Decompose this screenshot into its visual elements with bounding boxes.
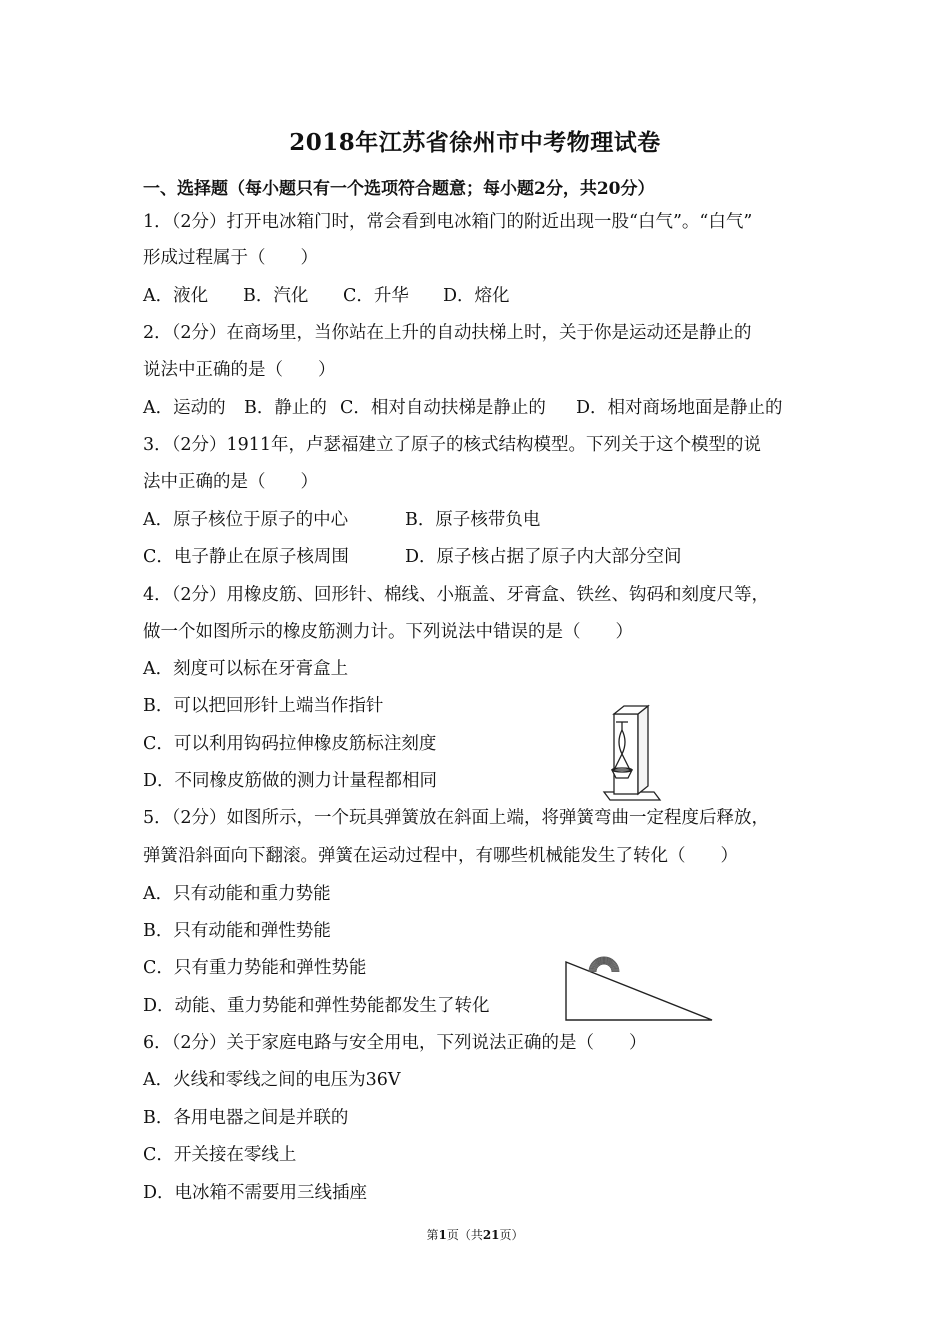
footer-total-pages: 21 — [482, 1228, 500, 1242]
question-5-option-a: A．只有动能和重力势能 — [143, 884, 331, 904]
rubber-band-dynamometer-figure — [598, 700, 664, 804]
section-heading: 一、选择题（每小题只有一个选项符合题意；每小题2分，共20分） — [143, 179, 655, 199]
option-a: A．原子核位于原子的中心 — [143, 510, 349, 530]
question-3-options-row-1 — [143, 508, 540, 532]
footer-mid: 页（共 — [446, 1228, 483, 1242]
question-3-options-row-2 — [143, 545, 682, 569]
option-d: D．熔化 — [443, 286, 510, 306]
question-5-line-2: 弹簧沿斜面向下翻滚。弹簧在运动过程中，有哪些机械能发生了转化（ ） — [143, 846, 738, 866]
question-4-line-2: 做一个如图所示的橡皮筋测力计。下列说法中错误的是（ ） — [143, 622, 633, 642]
option-d: D．原子核占据了原子内大部分空间 — [405, 547, 682, 567]
question-2-options — [143, 396, 783, 420]
question-6-option-b: B．各用电器之间是并联的 — [143, 1108, 349, 1128]
question-4-line-1: 4．（2分）用橡皮筋、回形针、棉线、小瓶盖、牙膏盒、铁丝、钩码和刻度尺等， — [143, 585, 770, 605]
question-4-option-a: A．刻度可以标在牙膏盒上 — [143, 659, 349, 679]
option-b: B．汽化 — [243, 286, 309, 306]
footer-suffix: 页） — [499, 1228, 524, 1242]
option-b: B．原子核带负电 — [405, 510, 541, 530]
option-c: C．电子静止在原子核周围 — [143, 547, 349, 567]
question-6-option-c: C．开关接在零线上 — [143, 1145, 297, 1165]
question-1-line-2: 形成过程属于（ ） — [143, 248, 318, 268]
question-6-option-d: D．电冰箱不需要用三线插座 — [143, 1183, 368, 1203]
question-5-line-1: 5．（2分）如图所示，一个玩具弹簧放在斜面上端，将弹簧弯曲一定程度后释放， — [143, 808, 770, 828]
option-b: B．静止的 — [244, 398, 327, 418]
question-5-option-c: C．只有重力势能和弹性势能 — [143, 958, 367, 978]
question-2-line-1: 2．（2分）在商场里，当你站在上升的自动扶梯上时，关于你是运动还是静止的 — [143, 323, 752, 343]
question-3-line-1: 3．（2分）1911年，卢瑟福建立了原子的核式结构模型。下列关于这个模型的说 — [143, 435, 762, 455]
option-a: A．液化 — [143, 286, 209, 306]
question-4-option-c: C．可以利用钩码拉伸橡皮筋标注刻度 — [143, 734, 437, 754]
question-5-option-b: B．只有动能和弹性势能 — [143, 921, 331, 941]
page-title: 2018年江苏省徐州市中考物理试卷 — [289, 129, 661, 156]
question-4-option-d: D．不同橡皮筋做的测力计量程都相同 — [143, 771, 438, 791]
question-4-option-b: B．可以把回形针上端当作指针 — [143, 696, 384, 716]
question-6-line-1: 6．（2分）关于家庭电路与安全用电，下列说法正确的是（ ） — [143, 1033, 647, 1053]
option-c: C．升华 — [343, 286, 409, 306]
page-footer — [0, 1226, 950, 1243]
question-1-line-1: 1．（2分）打开电冰箱门时，常会看到电冰箱门的附近出现一股“白气”。“白气” — [143, 212, 753, 232]
question-3-line-2: 法中正确的是（ ） — [143, 472, 318, 492]
footer-page-number: 1 — [438, 1228, 447, 1242]
question-5-option-d: D．动能、重力势能和弹性势能都发生了转化 — [143, 996, 490, 1016]
option-c: C．相对自动扶梯是静止的 — [340, 398, 546, 418]
option-d: D．相对商场地面是静止的 — [576, 398, 783, 418]
spring-on-incline-figure — [556, 944, 716, 1024]
question-2-line-2: 说法中正确的是（ ） — [143, 360, 336, 380]
question-1-options — [143, 284, 510, 308]
option-a: A．运动的 — [143, 398, 226, 418]
question-6-option-a: A．火线和零线之间的电压为36V — [143, 1070, 401, 1090]
footer-prefix: 第 — [426, 1228, 439, 1242]
